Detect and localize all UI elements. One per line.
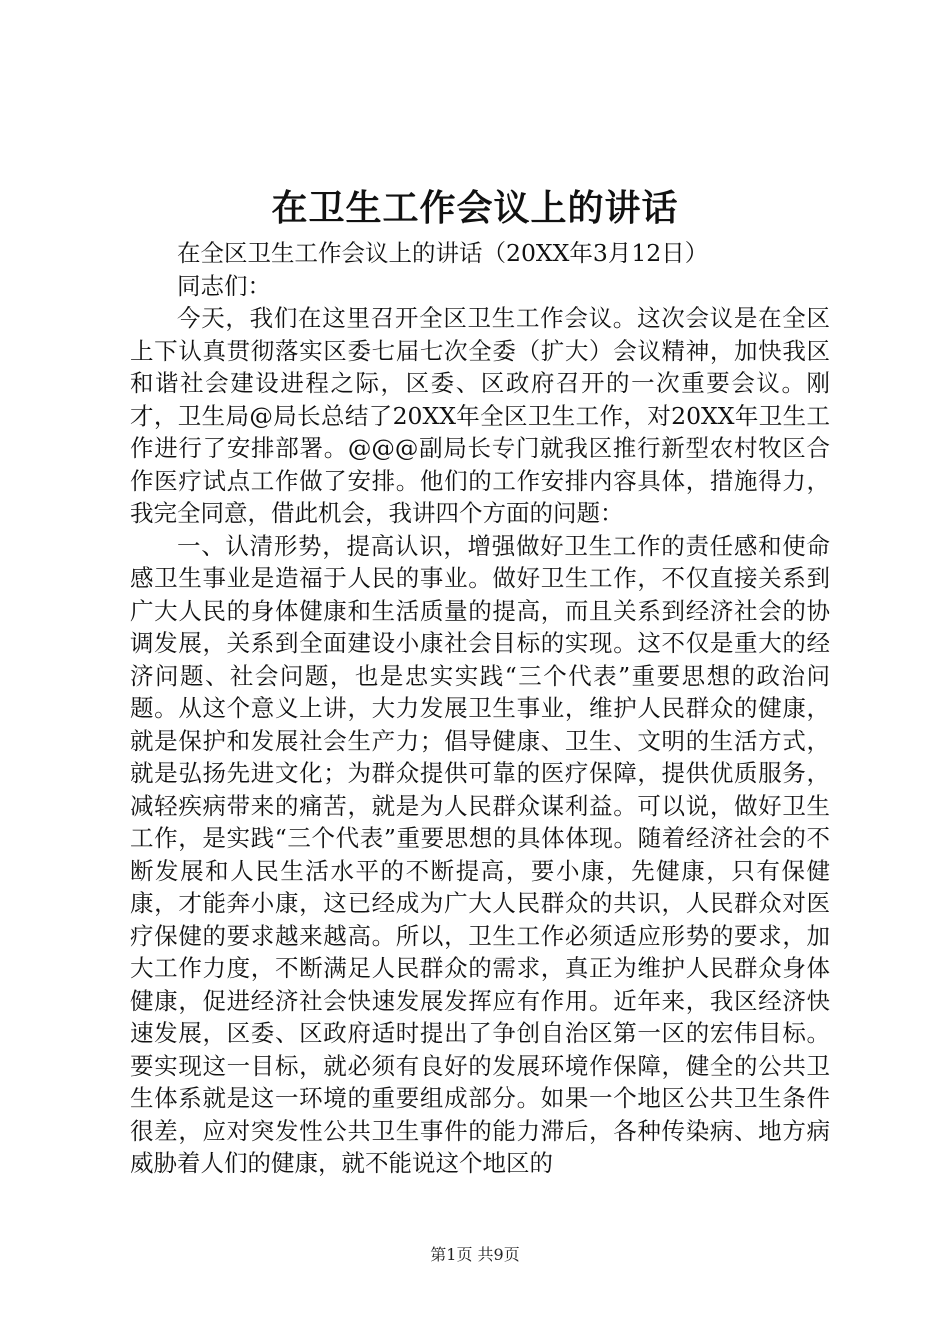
page-title: 在卫生工作会议上的讲话	[271, 187, 679, 229]
page-number-footer: 第1页 共9页	[430, 1245, 520, 1264]
speech-heading-line: 在全区卫生工作会议上的讲话（20XX年3月12日）	[177, 239, 709, 267]
body-paragraph: 今天，我们在这里召开全区卫生工作会议。这次会议是在全区上下认真贯彻落实区委七届七次全委（扩大）会议精神，加快我区和谐社会建设进程之际，区委、区政府召开的一次重要会议。刚才，卫生局@局长总结了20XX年全区卫生工作，对20XX年卫生工作进行了安排部署。@@@副局长专门就我区推行新型农村牧区合作医疗试点工作做了安排。他们的工作安排内容具体，措施得力，我完全同意，借此机会，我讲四个方面的问题：	[130, 304, 830, 527]
document-body	[130, 237, 830, 1180]
salutation: 同志们：	[177, 271, 271, 300]
body-paragraph: 一、认清形势，提高认识，增强做好卫生工作的责任感和使命感卫生事业是造福于人民的事业。做好卫生工作，不仅直接关系到广大人民的身体健康和生活质量的提高，而且关系到经济社会的协调发展，关系到全面建设小康社会目标的实现。这不仅是重大的经济问题、社会问题，也是忠实实践“三个代表”重要思想的政治问题。从这个意义上讲，大力发展卫生事业，维护人民群众的健康，就是保护和发展社会生产力；倡导健康、卫生、文明的生活方式，就是弘扬先进文化；为群众提供可靠的医疗保障，提供优质服务，减轻疾病带来的痛苦，就是为人民群众谋利益。可以说，做好卫生工作，是实践“三个代表”重要思想的具体体现。随着经济社会的不断发展和人民生活水平的不断提高，要小康，先健康，只有保健康，才能奔小康，这已经成为广大人民群众的共识，人民群众对医疗保健的要求越来越高。所以，卫生工作必须适应形势的要求，加大工作力度，不断满足人民群众的需求，真正为维护人民群众身体健康，促进经济社会快速发展发挥应有作用。近年来，我区经济快速发展，区委、区政府适时提出了争创自治区第一区的宏伟目标。要实现这一目标，就必须有良好的发展环境作保障，健全的公共卫生体系就是这一环境的重要组成部分。如果一个地区公共卫生条件很差，应对突发性公共卫生事件的能力滞后，各种传染病、地方病威胁着人们的健康，就不能说这个地区的	[130, 531, 830, 1177]
